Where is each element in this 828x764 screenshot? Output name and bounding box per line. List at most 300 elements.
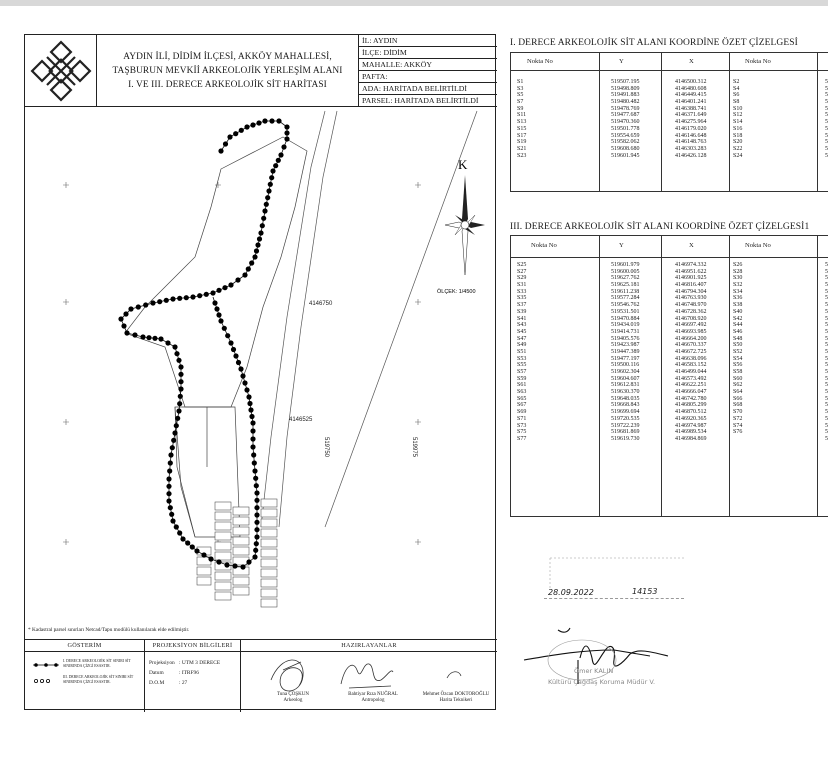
- table-cell: 4146275.964: [675, 119, 707, 126]
- table-cell: S45: [517, 328, 527, 335]
- legend-row-2: [25, 674, 144, 688]
- boundary-dot: [214, 306, 219, 311]
- table-cell-clipped: 5: [825, 415, 828, 422]
- boundary-dot: [233, 131, 238, 136]
- table-cell: S59: [517, 375, 527, 382]
- boundary-dot: [176, 408, 181, 413]
- boundary-dot: [281, 144, 286, 149]
- table-cell: 519604.607: [611, 375, 640, 382]
- table-cell: 4146664.200: [675, 335, 707, 342]
- table-cell: S53: [517, 355, 527, 362]
- table-cell-clipped: 5: [825, 288, 828, 295]
- boundary-dot: [194, 548, 199, 553]
- boundary-dot: [222, 285, 227, 290]
- table-cell: 4146670.337: [675, 342, 707, 349]
- boundary-dot: [250, 122, 255, 127]
- table-cell-clipped: 5: [825, 125, 828, 132]
- table-cell: 4146480.608: [675, 85, 707, 92]
- table2: [510, 235, 828, 517]
- boundary-dot: [210, 290, 215, 295]
- table-cell: S56: [733, 362, 743, 369]
- boundary-dot: [218, 148, 223, 153]
- table-cell: 519405.576: [611, 335, 640, 342]
- table-cell: 519477.197: [611, 355, 640, 362]
- table-cell: 4146500.312: [675, 79, 707, 85]
- boundary-dot: [143, 302, 148, 307]
- boundary-dot: [249, 414, 254, 419]
- location-info: [359, 35, 497, 107]
- table-cell: [733, 436, 742, 443]
- boundary-dot: [167, 468, 172, 473]
- boundary-dot: [242, 380, 247, 385]
- table-cell: S72: [733, 415, 743, 422]
- boundary-dot: [236, 360, 241, 365]
- signer-title: Kültürü Çağdaş Koruma Müdür V.: [548, 678, 656, 686]
- table-cell: S39: [517, 308, 527, 315]
- boundary-dot: [140, 334, 145, 339]
- boundary-dot: [268, 182, 273, 187]
- boundary-dot: [246, 559, 251, 564]
- table-cell: S30: [733, 275, 743, 282]
- table-cell: S1: [517, 79, 524, 85]
- table-cell: 4146763.930: [675, 295, 707, 302]
- table1-col-nokta2: [733, 79, 742, 159]
- table-cell: S74: [733, 422, 743, 429]
- table-cell: 519681.869: [611, 429, 640, 436]
- boundary-dot: [261, 216, 266, 221]
- table-cell: S22: [733, 145, 743, 152]
- grid-crosses: [63, 182, 421, 545]
- boundary-dot: [270, 168, 275, 173]
- boundary-dot: [178, 379, 183, 384]
- table-cell: S40: [733, 308, 743, 315]
- boundary-dot: [231, 347, 236, 352]
- table-cell: S19: [517, 139, 527, 146]
- table-cell-clipped: 5: [825, 322, 828, 329]
- table-cell-clipped: 5: [825, 92, 828, 99]
- table-cell: S24: [733, 152, 743, 159]
- table2-col-nokta: [517, 262, 526, 443]
- table-cell: 519608.680: [611, 145, 640, 152]
- table-cell-clipped: 5: [825, 382, 828, 389]
- table-cell-clipped: 5: [825, 295, 828, 302]
- table-cell: S18: [733, 132, 743, 139]
- boundary-dot: [157, 299, 162, 304]
- boundary-dot: [260, 223, 265, 228]
- table-cell: 4146870.512: [675, 409, 707, 416]
- boundary-dot: [170, 296, 175, 301]
- boundary-dot: [256, 120, 261, 125]
- coord-label-4146525: 4146525: [289, 417, 313, 423]
- table-cell: 519625.181: [611, 282, 640, 289]
- boundary-dot: [176, 358, 181, 363]
- boundary-dot: [197, 293, 202, 298]
- table-cell: 519434.019: [611, 322, 640, 329]
- boundary-dot: [180, 536, 185, 541]
- table-cell: S47: [517, 335, 527, 342]
- table-cell: S5: [517, 92, 524, 99]
- table1-title: I. DERECE ARKEOLOJİK SİT ALANI KOORDİNE ÖZET ÇİZELGESİ: [510, 38, 798, 48]
- boundary-dot: [253, 476, 258, 481]
- table2-col-nokta2: [733, 262, 742, 443]
- table-cell-clipped: 5: [825, 268, 828, 275]
- table-cell: 519612.831: [611, 382, 640, 389]
- boundary-dot: [123, 311, 128, 316]
- table-cell: 519498.809: [611, 85, 640, 92]
- table-cell: 4146742.780: [675, 395, 707, 402]
- boundary-dot: [212, 300, 217, 305]
- table1: [510, 52, 828, 192]
- info-parsel: PARSEL: HARİTADA BELİRTİLDİ: [362, 96, 479, 105]
- info-mahalle: MAHALLE: AKKÖY: [359, 59, 497, 71]
- info-il: İL: AYDIN: [359, 35, 497, 47]
- boundary-dot: [284, 124, 289, 129]
- boundary-dot: [238, 366, 243, 371]
- logo: [25, 35, 97, 107]
- table-cell: S64: [733, 389, 743, 396]
- boundary-dot: [254, 527, 259, 532]
- boundary-dot: [201, 552, 206, 557]
- boundary-dot: [250, 428, 255, 433]
- boundary-dot: [170, 518, 175, 523]
- knot-logo-icon: [25, 35, 97, 107]
- table-cell-clipped: 5: [825, 282, 828, 289]
- boundary-dot: [174, 524, 179, 529]
- table-cell: S27: [517, 268, 527, 275]
- table-cell: 4146388.741: [675, 105, 707, 112]
- boundary-dot: [246, 266, 251, 271]
- table-cell-clipped: 5: [825, 308, 828, 315]
- table-cell-clipped: 5: [825, 348, 828, 355]
- info-ada: ADA: HARİTADA BELİRTİLDİ: [359, 83, 497, 95]
- building-parcels: [197, 499, 277, 607]
- table-cell: 4146708.920: [675, 315, 707, 322]
- boundary-dot: [178, 364, 183, 369]
- boundary-dot: [252, 554, 257, 559]
- table-cell: 4146426.128: [675, 152, 707, 159]
- official-signature-icon: [518, 620, 698, 730]
- table-cell-clipped: 5: [825, 99, 828, 106]
- table-cell: 4146951.622: [675, 268, 707, 275]
- boundary-dot: [250, 444, 255, 449]
- boundary-dot: [257, 236, 262, 241]
- legend-title: GÖSTERİM: [25, 640, 144, 652]
- table-cell: S35: [517, 295, 527, 302]
- boundary-dot: [262, 208, 267, 213]
- table-cell-clipped: 5: [825, 355, 828, 362]
- coord-label-4146750: 4146750: [309, 301, 333, 307]
- table-cell: S52: [733, 348, 743, 355]
- stamp-line: [544, 598, 684, 599]
- table-cell: S11: [517, 112, 527, 119]
- table-cell: 519601.945: [611, 152, 640, 159]
- table-cell: S31: [517, 282, 527, 289]
- boundary-dot: [252, 254, 257, 259]
- table-cell: 4146371.649: [675, 112, 707, 119]
- boundary-dot: [254, 512, 259, 517]
- boundary-dot: [172, 344, 177, 349]
- table-cell: S13: [517, 119, 527, 126]
- table-cell: S32: [733, 282, 743, 289]
- top-bar: [0, 0, 828, 6]
- table-cell: 519546.762: [611, 302, 640, 309]
- table-cell: 519477.687: [611, 112, 640, 119]
- table-cell-clipped: 5: [825, 262, 828, 268]
- boundary-dot: [269, 118, 274, 123]
- table-cell: 4146146.648: [675, 132, 707, 139]
- boundary-dot: [118, 316, 123, 321]
- table-cell: 519720.535: [611, 415, 640, 422]
- table-cell: S36: [733, 295, 743, 302]
- boundary-dot: [254, 534, 259, 539]
- table-cell: 519630.370: [611, 389, 640, 396]
- table-cell: S21: [517, 145, 527, 152]
- table-cell: 519470.360: [611, 119, 640, 126]
- table-cell-clipped: 5: [825, 429, 828, 436]
- boundary-dot: [166, 484, 171, 489]
- road-lines: [261, 111, 477, 527]
- table-cell-clipped: 5: [825, 119, 828, 126]
- boundary-dot: [177, 296, 182, 301]
- table-cell: 4146805.299: [675, 402, 707, 409]
- table-cell-clipped: 5: [825, 328, 828, 335]
- table-cell-clipped: 5: [825, 132, 828, 139]
- table-cell: S9: [517, 105, 524, 112]
- legend-dot-line-icon: [33, 663, 59, 667]
- boundary-dot: [174, 423, 179, 428]
- table-cell: 4146920.365: [675, 415, 707, 422]
- parcel-lines: [125, 137, 307, 537]
- sheet-footer: [25, 639, 497, 711]
- stamp-frame-icon: [548, 552, 688, 620]
- table-cell: S67: [517, 402, 527, 409]
- table-cell: S65: [517, 395, 527, 402]
- boundary-dot: [244, 124, 249, 129]
- boundary-dot: [166, 476, 171, 481]
- cadastral-note: * Kadastral parsel sınırları Netcad/Tapu modülü kullanılarak elde edilmiştir.: [28, 627, 190, 633]
- table-cell: 4146728.362: [675, 308, 707, 315]
- table-cell-clipped: 5: [825, 402, 828, 409]
- table-cell: 519600.005: [611, 268, 640, 275]
- table-cell: S75: [517, 429, 527, 436]
- table-cell: 519500.116: [611, 362, 640, 369]
- boundary-dot: [250, 436, 255, 441]
- table-cell: 519491.883: [611, 92, 640, 99]
- boundary-dot: [228, 282, 233, 287]
- table-cell: S61: [517, 382, 527, 389]
- table-cell: S23: [517, 152, 527, 159]
- table-cell: S10: [733, 105, 743, 112]
- coord-label-519975: 519975: [411, 437, 417, 458]
- north-label: K: [458, 157, 468, 172]
- boundary-dot: [184, 295, 189, 300]
- table-cell-clipped: 5: [825, 275, 828, 282]
- prepared-panel: [241, 640, 497, 712]
- table-cell: 4146974.332: [675, 262, 707, 268]
- boundary-dot: [254, 541, 259, 546]
- boundary-dot: [254, 505, 259, 510]
- table-cell: S69: [517, 409, 527, 416]
- boundary-dot: [164, 298, 169, 303]
- boundary-dot: [266, 188, 271, 193]
- title-line-2: TAŞBURUN MEVKİİ ARKEOLOJİK YERLEŞİM ALANI: [112, 65, 343, 76]
- table-cell: S12: [733, 112, 743, 119]
- table-cell: S68: [733, 402, 743, 409]
- boundary-dot: [225, 333, 230, 338]
- boundary-dot: [174, 351, 179, 356]
- boundary-dot: [185, 540, 190, 545]
- info-pafta: PAFTA:: [359, 71, 497, 83]
- legend-panel: [25, 640, 145, 712]
- table-cell: S28: [733, 268, 743, 275]
- north-arrow-icon: [445, 175, 485, 275]
- table-cell: 519699.694: [611, 409, 640, 416]
- boundary-dot: [132, 332, 137, 337]
- table-cell: S77: [517, 435, 527, 442]
- table-cell-clipped: 5: [825, 145, 828, 152]
- table-cell: 519470.884: [611, 315, 640, 322]
- table-cell: S71: [517, 415, 527, 422]
- boundary-dot: [216, 312, 221, 317]
- table-cell: S34: [733, 288, 743, 295]
- boundary-dot: [251, 452, 256, 457]
- table-cell: 4146449.415: [675, 92, 707, 99]
- table-cell: S48: [733, 335, 743, 342]
- boundary-dot: [254, 520, 259, 525]
- table-cell: S14: [733, 119, 743, 126]
- table-cell-clipped: 5: [825, 362, 828, 369]
- table-cell: S7: [517, 99, 524, 106]
- boundary-dot: [262, 118, 267, 123]
- table-cell: 4146989.534: [675, 429, 707, 436]
- table-cell: 519611.238: [611, 288, 640, 295]
- table-cell: 4146974.987: [675, 422, 707, 429]
- table-cell: 519602.304: [611, 369, 640, 375]
- table-cell: S17: [517, 132, 527, 139]
- table-cell-clipped: 5: [825, 112, 828, 119]
- table-cell-clipped: 5: [825, 315, 828, 322]
- table-cell-clipped: 5: [825, 389, 828, 396]
- boundary-dot: [249, 260, 254, 265]
- table-cell-clipped: 5: [825, 342, 828, 349]
- table-cell: S50: [733, 342, 743, 349]
- boundary-dot: [158, 336, 163, 341]
- boundary-dot: [248, 407, 253, 412]
- boundary-dot: [276, 118, 281, 123]
- table-cell: S16: [733, 125, 743, 132]
- boundary-dot: [218, 318, 223, 323]
- stamp-date: 28.09.2022: [548, 588, 594, 597]
- boundary-dot: [255, 242, 260, 247]
- boundary-dot: [278, 152, 283, 157]
- legend-ring-line-icon: [33, 679, 59, 683]
- table-cell: 4146622.251: [675, 382, 707, 389]
- boundary-dot: [190, 544, 195, 549]
- boundary-dot: [235, 277, 240, 282]
- table-cell: S37: [517, 302, 527, 309]
- table-cell-clipped: 5: [825, 395, 828, 402]
- boundary-dot: [223, 141, 228, 146]
- boundary-dot: [242, 272, 247, 277]
- boundary-dot: [233, 353, 238, 358]
- boundary-dot: [284, 136, 289, 141]
- table-cell: 4146148.763: [675, 139, 707, 146]
- table-cell-clipped: 5: [825, 79, 828, 85]
- table-cell: 4146794.304: [675, 288, 707, 295]
- table-cell: S43: [517, 322, 527, 329]
- table2-col-x: [675, 262, 707, 443]
- table-cell-clipped: 5: [825, 375, 828, 382]
- site-map: [25, 107, 497, 627]
- table-cell: 519531.501: [611, 308, 640, 315]
- boundary-dot: [254, 248, 259, 253]
- table-cell: S76: [733, 429, 743, 436]
- map-title: [97, 35, 359, 107]
- dom-row: D.O.M : 27: [149, 680, 188, 686]
- table-cell: S15: [517, 125, 527, 132]
- table-cell: S57: [517, 369, 527, 375]
- title-line-3: I. VE III. DERECE ARKEOLOJİK SİT HARİTASI: [128, 79, 327, 90]
- table-cell: 4146666.047: [675, 389, 707, 396]
- table-cell: S26: [733, 262, 743, 268]
- table-cell: 4146693.985: [675, 328, 707, 335]
- table-cell: S55: [517, 362, 527, 369]
- table-cell: 519722.239: [611, 422, 640, 429]
- boundary-dot: [178, 394, 183, 399]
- boundary-dot: [240, 564, 245, 569]
- table-cell: S25: [517, 262, 527, 268]
- table1-col-y: [611, 79, 640, 159]
- coord-label-519750: 519750: [323, 437, 329, 458]
- boundary-dot: [276, 158, 281, 163]
- table-cell: 4146748.970: [675, 302, 707, 309]
- table-cell: 4146672.725: [675, 348, 707, 355]
- boundary-dot: [178, 372, 183, 377]
- boundary-dot: [171, 438, 176, 443]
- table-cell: S70: [733, 409, 743, 416]
- table-cell: S54: [733, 355, 743, 362]
- table1-header: Nokta No Y X Nokta No: [511, 53, 828, 71]
- table-cell: 4146984.869: [675, 435, 707, 442]
- table-cell: S41: [517, 315, 527, 322]
- boundary-dot: [168, 460, 173, 465]
- table-cell: 519601.979: [611, 262, 640, 268]
- boundary-dot: [166, 491, 171, 496]
- boundary-dot: [252, 460, 257, 465]
- table-cell: 519423.987: [611, 342, 640, 349]
- table-cell: S3: [517, 85, 524, 92]
- boundary-dot: [128, 306, 133, 311]
- table-cell: S46: [733, 328, 743, 335]
- table-cell: S63: [517, 389, 527, 396]
- table-cell: 4146179.020: [675, 125, 707, 132]
- boundary-dot: [254, 483, 259, 488]
- table2-title: III. DERECE ARKEOLOJİK SİT ALANI KOORDİNE ÖZET ÇİZELGESİ1: [510, 222, 810, 232]
- boundary-dot: [253, 548, 258, 553]
- table-cell: 519648.035: [611, 395, 640, 402]
- boundary-dot: [239, 128, 244, 133]
- table-cell: 519501.778: [611, 125, 640, 132]
- table-cell-clipped: 5: [825, 409, 828, 416]
- boundary-dot: [150, 300, 155, 305]
- boundary-dot: [124, 330, 129, 335]
- table-cell: 4146499.044: [675, 369, 707, 375]
- boundary-dot: [146, 335, 151, 340]
- boundary-dot: [264, 202, 269, 207]
- table-cell: 4146583.152: [675, 362, 707, 369]
- boundary-dot: [175, 416, 180, 421]
- boundary-dot: [177, 401, 182, 406]
